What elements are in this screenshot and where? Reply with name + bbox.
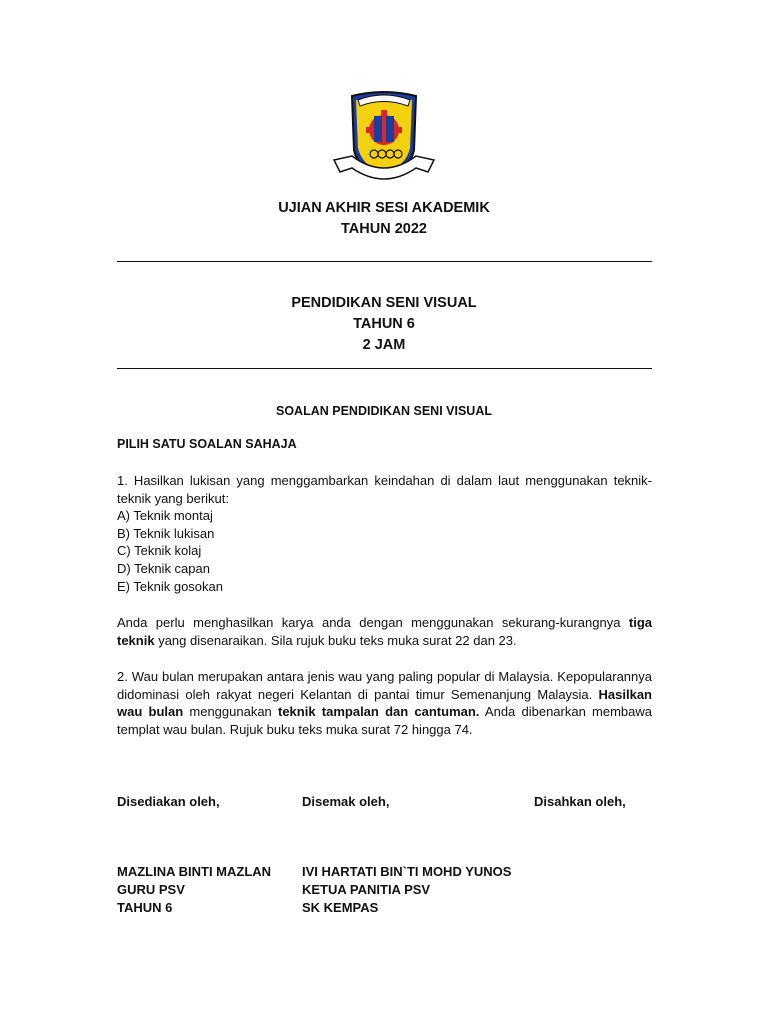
option-d: D) Teknik capan (117, 561, 210, 576)
level: TAHUN 6 (353, 316, 415, 332)
section-title: SOALAN PENDIDIKAN SENI VISUAL (276, 404, 492, 418)
checked-by-label: Disemak oleh, (302, 794, 390, 809)
school-crest-logo (330, 86, 438, 188)
question-2-text: 2. Wau bulan merupakan antara jenis wau yang paling popular di Malaysia. Kepopularannya didominasi oleh rakyat negeri Kelantan di pantai timur Semenanjung Malaysia. Hasilkan wau bulan menggunakan teknik tampalan dan cantuman. Anda dibenarkan membawa templat wau bulan. Rujuk buku teks muka surat 72 hingga 74. (117, 669, 653, 737)
duration: 2 JAM (362, 337, 406, 353)
option-c: C) Teknik kolaj (117, 543, 202, 558)
question-1-note: Anda perlu menghasilkan karya anda dengan menggunakan sekurang-kurangnya tiga teknik yang disenaraikan. Sila rujuk buku teks muka surat 22 dan 23. (117, 615, 652, 648)
checked-school: SK KEMPAS (302, 900, 379, 915)
instruction: PILIH SATU SOALAN SAHAJA (117, 437, 297, 451)
checked-name: IVI HARTATI BIN`TI MOHD YUNOS (302, 864, 512, 879)
exam-year: TAHUN 2022 (341, 221, 427, 237)
prepared-role: GURU PSV (117, 882, 185, 897)
exam-title: UJIAN AKHIR SESI AKADEMIK (278, 200, 490, 216)
divider-bottom (117, 368, 652, 369)
option-a: A) Teknik montaj (117, 508, 213, 523)
checked-role: KETUA PANITIA PSV (302, 882, 431, 897)
approved-by-label: Disahkan oleh, (534, 794, 626, 809)
prepared-class: TAHUN 6 (117, 900, 173, 915)
option-b: B) Teknik lukisan (117, 526, 215, 541)
prepared-by-label: Disediakan oleh, (117, 794, 220, 809)
subject-title: PENDIDIKAN SENI VISUAL (291, 295, 477, 311)
divider-top (117, 261, 652, 262)
question-1-text: 1. Hasilkan lukisan yang menggambarkan keindahan di dalam laut menggunakan teknik-teknik yang berikut: (117, 473, 652, 506)
option-e: E) Teknik gosokan (117, 579, 223, 594)
prepared-name: MAZLINA BINTI MAZLAN (117, 864, 272, 879)
